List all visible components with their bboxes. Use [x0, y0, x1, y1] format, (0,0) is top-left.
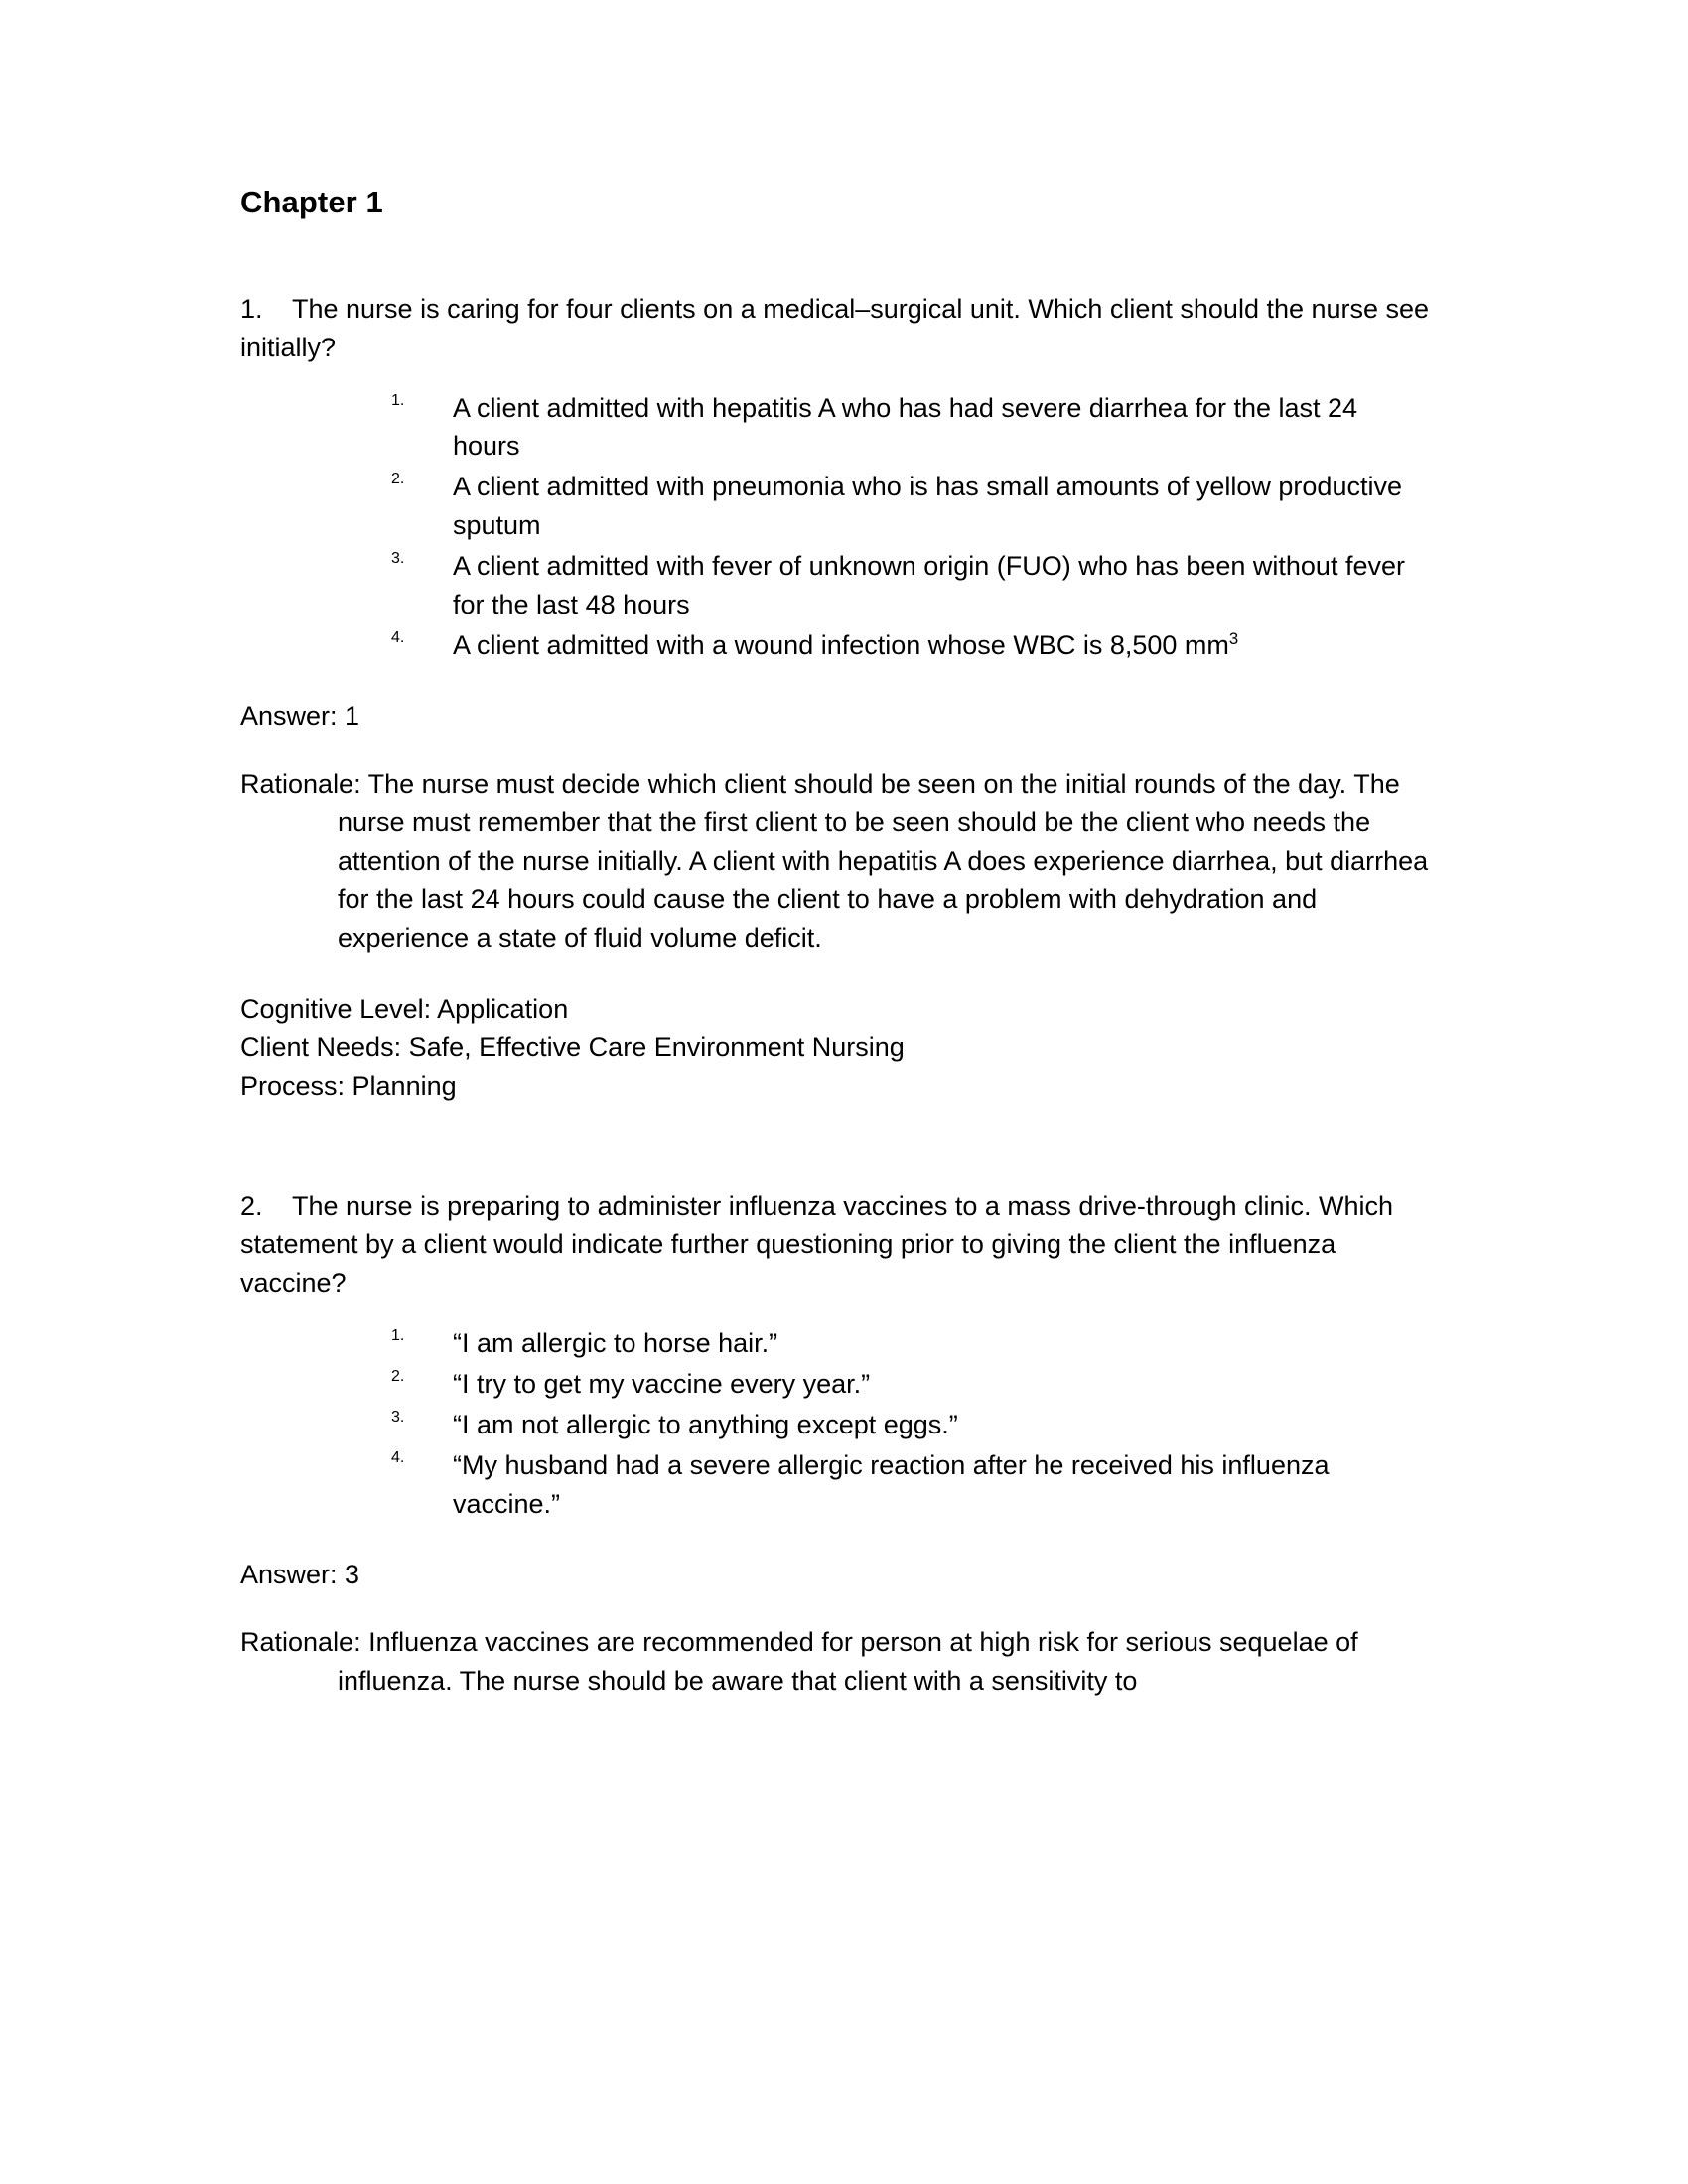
option-item[interactable] — [391, 389, 1432, 467]
question-block-2 — [240, 1187, 1432, 1702]
question-2-options — [391, 1324, 1432, 1523]
question-2-number: 2. — [240, 1190, 263, 1221]
option-text: “My husband had a severe allergic reaction after he received his influenza vaccine.” — [453, 1449, 1330, 1519]
question-1-rationale: Rationale: The nurse must decide which client should be seen on the initial rounds of the day. The nurse must remember that the first client to be seen should be the client who needs the attention of the nurse initially. A client with hepatitis A does experience diarrhea, but diarrhea for the last 24 hours could cause the client to have a problem with dehydration and experience a state of fluid volume deficit. — [240, 768, 1429, 953]
option-text: A client admitted with a wound infection whose WBC is 8,500 mm — [453, 629, 1229, 660]
question-1-stem — [240, 290, 1432, 367]
option-marker: 3. — [391, 1408, 405, 1426]
option-marker: 2. — [391, 1368, 405, 1385]
option-superscript: 3 — [1228, 628, 1239, 648]
question-1-number: 1. — [240, 293, 263, 324]
question-1-metadata — [240, 990, 1432, 1106]
option-item[interactable] — [391, 547, 1432, 624]
question-1-options — [391, 389, 1432, 665]
question-2-rationale: Rationale: Influenza vaccines are recommended for person at high risk for serious sequelae of influenza. The nurse should be aware that client with a sensitivity to — [240, 1627, 1358, 1697]
option-item[interactable] — [391, 1406, 1432, 1444]
page-title: Chapter 1 — [240, 185, 383, 219]
option-marker: 1. — [391, 1327, 405, 1345]
option-text: A client admitted with hepatitis A who has had severe diarrhea for the last 24 hours — [453, 392, 1358, 462]
option-item[interactable] — [391, 1365, 1432, 1404]
cognitive-level-line: Cognitive Level: Application — [240, 993, 569, 1024]
option-item[interactable] — [391, 1324, 1432, 1363]
option-text: A client admitted with pneumonia who is has small amounts of yellow productive sputum — [453, 472, 1402, 541]
question-1-text: The nurse is caring for four clients on a medical–surgical unit. Which client should the nurse see initially? — [240, 293, 1430, 362]
process-line: Process: Planning — [240, 1070, 457, 1101]
question-2-text: The nurse is preparing to administer influenza vaccines to a mass drive-through clinic. Which statement by a client would indicate further questioning prior to giving the client the influenza vaccine? — [240, 1190, 1394, 1298]
client-needs-line: Client Needs: Safe, Effective Care Environment Nursing — [240, 1031, 905, 1062]
question-2-stem — [240, 1187, 1432, 1303]
option-text: “I try to get my vaccine every year.” — [453, 1369, 871, 1399]
option-marker: 2. — [391, 471, 405, 488]
question-2-answer: Answer: 3 — [240, 1559, 360, 1589]
option-marker: 4. — [391, 1448, 405, 1466]
question-1-answer: Answer: 1 — [240, 700, 360, 731]
option-item[interactable] — [391, 1446, 1432, 1524]
option-marker: 4. — [391, 628, 405, 646]
option-item[interactable] — [391, 626, 1432, 665]
option-marker: 3. — [391, 550, 405, 567]
page-content — [240, 184, 1432, 1701]
option-marker: 1. — [391, 391, 405, 409]
option-text: “I am allergic to horse hair.” — [453, 1328, 778, 1359]
question-spacer — [240, 1106, 1432, 1187]
option-text: “I am not allergic to anything except eggs.” — [453, 1409, 958, 1439]
question-block-1 — [240, 290, 1432, 1106]
option-text: A client admitted with fever of unknown origin (FUO) who has been without fever for the last 48 hours — [453, 551, 1405, 619]
option-item[interactable] — [391, 468, 1432, 545]
